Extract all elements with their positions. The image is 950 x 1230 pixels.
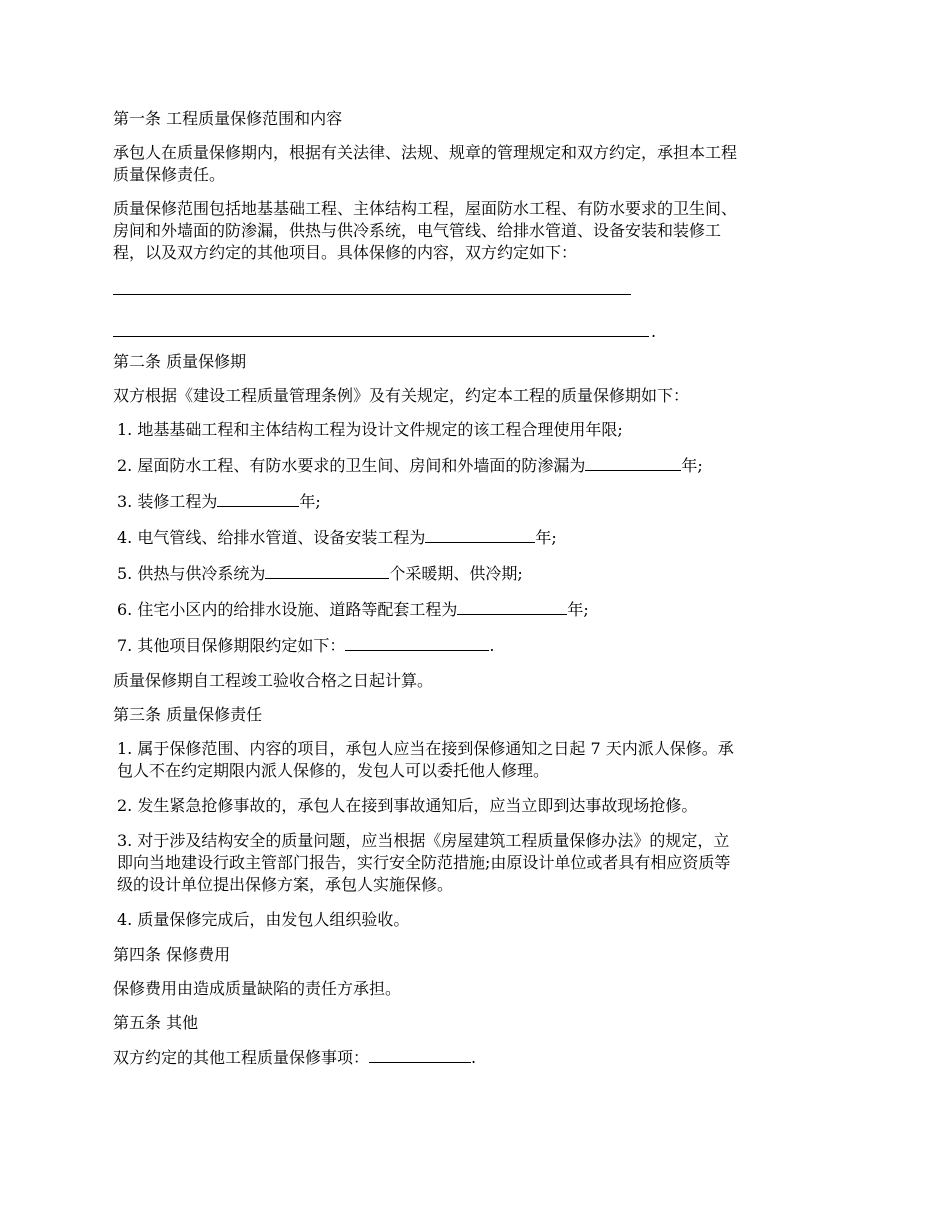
item-text: 5. 供热与供冷系统为 [117,564,266,583]
blank-line-1[interactable] [113,294,631,295]
section-2-item-5 [113,562,843,585]
item-text: 7. 其他项目保修期限约定如下： [117,636,346,655]
section-2-item-7 [113,634,843,657]
section-4-title: 第四条 保修费用 [113,945,231,964]
section-2-item-1: 1. 地基基础工程和主体结构工程为设计文件规定的该工程合理使用年限; [117,420,623,439]
line-end-period: . [651,322,657,341]
item-text: 年; [681,456,703,475]
blank-field[interactable] [345,634,489,651]
section-2-note: 质量保修期自工程竣工验收合格之日起计算。 [113,671,434,690]
text-line: 质量保修责任。 [113,165,226,184]
section-1-title: 第一条 工程质量保修范围和内容 [113,109,343,128]
blank-line-2-row [113,322,843,341]
text-line: 即向当地建设行政主管部门报告，实行安全防范措施;由原设计单位或者具有相应资质等 [117,853,731,872]
blank-field[interactable] [425,526,535,543]
section-3-item-3 [113,830,843,896]
text-line: 包人不在约定期限内派人保修的，发包人可以委托他人修理。 [117,761,550,780]
item-text: 4. 电气管线、给排水管道、设备安装工程为 [117,528,426,547]
blank-line-2[interactable] [113,336,649,337]
section-5-paragraph [113,1046,843,1069]
item-text: 3. 装修工程为 [117,492,218,511]
document-page [113,108,843,1081]
item-text: . [471,1048,477,1067]
section-1-paragraph-1 [113,142,843,186]
blank-field[interactable] [369,1046,471,1063]
text-line: 承包人在质量保修期内，根据有关法律、法规、规章的管理规定和双方约定，承担本工程 [113,143,738,162]
blank-field[interactable] [457,598,567,615]
text-line: 程，以及双方约定的其他项目。具体保修的内容，双方约定如下： [113,243,578,262]
section-3-title: 第三条 质量保修责任 [113,705,263,724]
text-line: 质量保修范围包括地基基础工程、主体结构工程，屋面防水工程、有防水要求的卫生间、 [113,199,738,218]
item-text: 2. 屋面防水工程、有防水要求的卫生间、房间和外墙面的防渗漏为 [117,456,586,475]
item-text: 个采暖期、供冷期; [389,564,523,583]
section-2-item-3 [113,490,843,513]
section-2-intro: 双方根据《建设工程质量管理条例》及有关规定，约定本工程的质量保修期如下： [113,386,690,405]
blank-field[interactable] [217,490,299,507]
text-line: 3. 对于涉及结构安全的质量问题，应当根据《房屋建筑工程质量保修办法》的规定，立 [117,831,730,850]
section-1-paragraph-2 [113,198,843,264]
section-3-item-4: 4. 质量保修完成后，由发包人组织验收。 [117,910,410,929]
text-line: 1. 属于保修范围、内容的项目，承包人应当在接到保修通知之日起 7 天内派人保修。承 [117,739,734,758]
item-text: 年; [299,492,321,511]
section-4-paragraph: 保修费用由造成质量缺陷的责任方承担。 [113,979,402,998]
blank-field[interactable] [265,562,389,579]
item-text: 年; [567,600,589,619]
item-text: 双方约定的其他工程质量保修事项： [113,1048,370,1067]
section-5-title: 第五条 其他 [113,1013,199,1032]
item-text: 6. 住宅小区内的给排水设施、道路等配套工程为 [117,600,458,619]
text-line: 级的设计单位提出保修方案，承包人实施保修。 [117,875,454,894]
blank-field[interactable] [585,454,681,471]
item-text: 年; [535,528,557,547]
section-2-item-2 [113,454,843,477]
section-3-item-2: 2. 发生紧急抢修事故的，承包人在接到事故通知后，应当立即到达事故现场抢修。 [117,796,698,815]
section-2-title: 第二条 质量保修期 [113,352,247,371]
section-2-item-4 [113,526,843,549]
item-text: . [489,636,495,655]
section-2-item-6 [113,598,843,621]
text-line: 房间和外墙面的防渗漏，供热与供冷系统，电气管线、给排水管道、设备安装和装修工 [113,221,722,240]
section-3-item-1 [113,738,843,782]
